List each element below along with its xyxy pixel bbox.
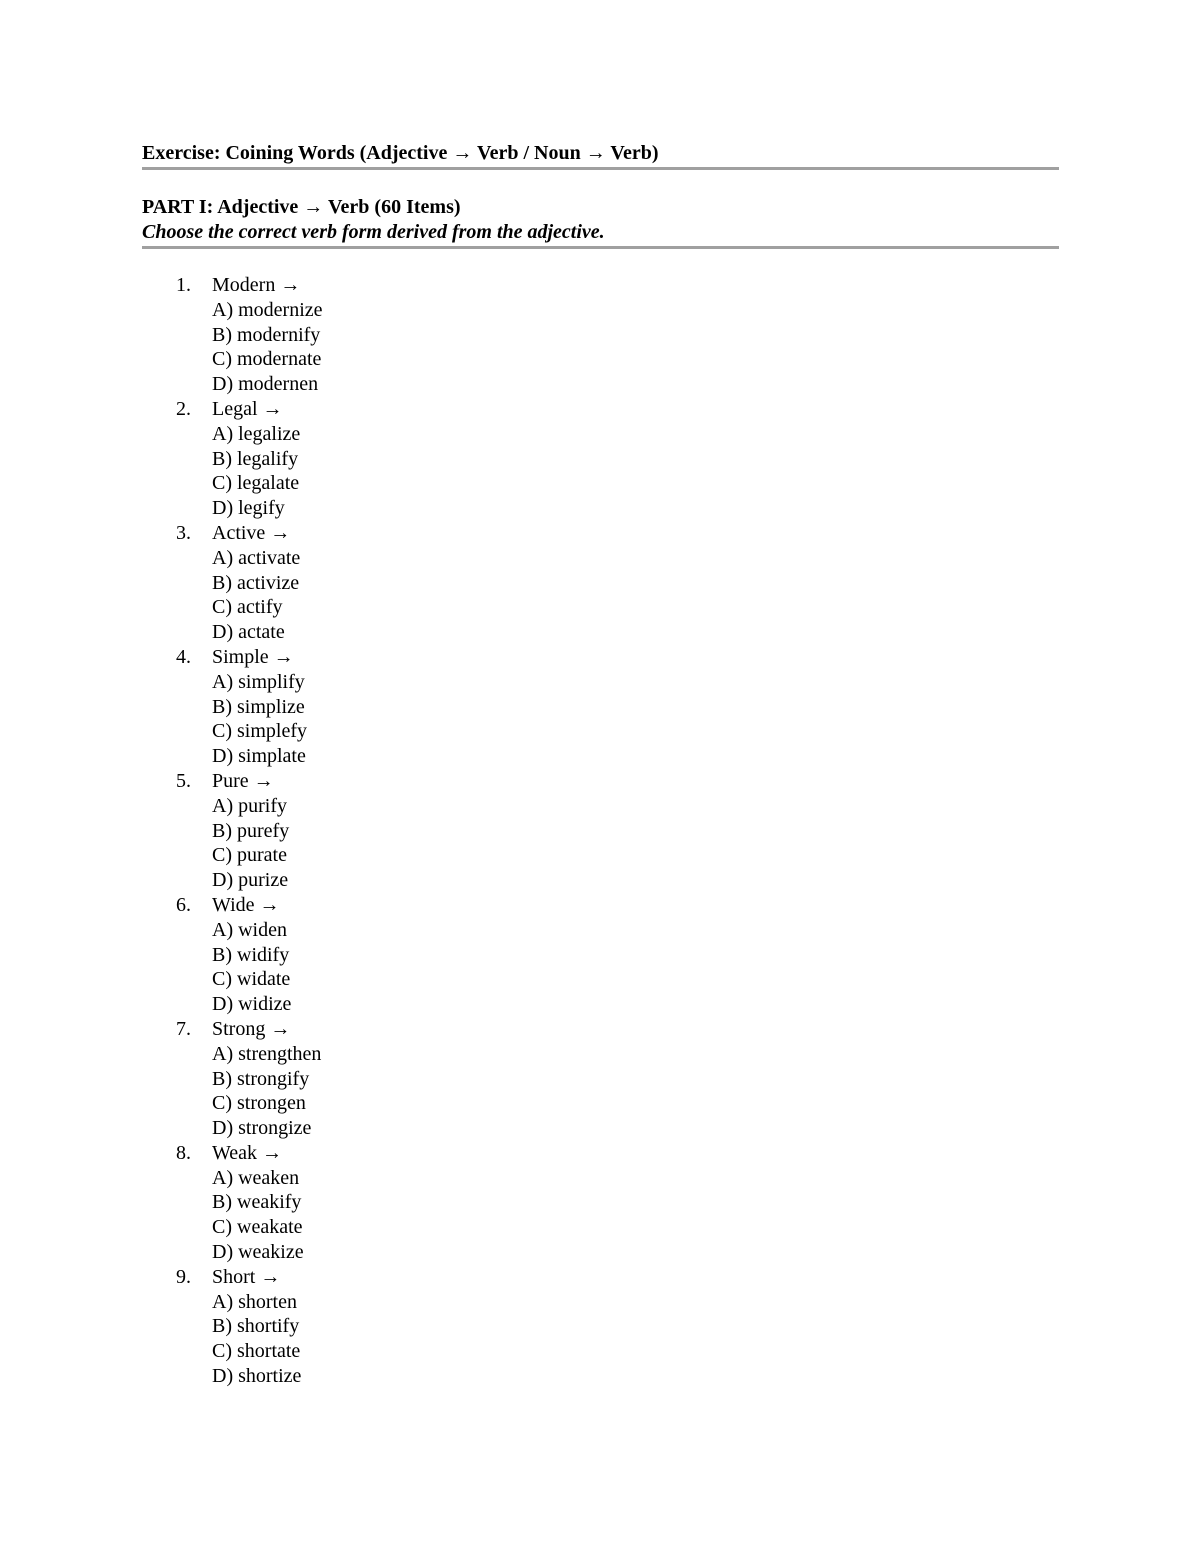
answer-option: D) modernen <box>212 373 319 396</box>
question-prompt: Weak → <box>212 1141 283 1164</box>
answer-option: C) simplefy <box>212 720 307 743</box>
question-item <box>142 1017 1059 1141</box>
answer-option: A) modernize <box>212 298 323 321</box>
answer-option: C) weakate <box>212 1216 303 1239</box>
question-prompt: Wide → <box>212 893 280 916</box>
question-item <box>142 1141 1059 1265</box>
answer-option: D) simplate <box>212 745 306 768</box>
answer-option: B) strongify <box>212 1067 310 1090</box>
question-prompt: Simple → <box>212 645 294 668</box>
question-number: 9. <box>176 1265 191 1288</box>
answer-option: B) modernify <box>212 323 321 346</box>
answer-option: D) weakize <box>212 1241 304 1264</box>
answer-option: C) shortate <box>212 1340 301 1363</box>
answer-option: B) shortify <box>212 1315 300 1338</box>
question-item <box>142 521 1059 645</box>
answer-option: A) purify <box>212 794 287 817</box>
question-item <box>142 645 1059 769</box>
part-heading: PART I: Adjective → Verb (60 Items) <box>142 196 461 218</box>
answer-option: A) widen <box>212 918 287 941</box>
answer-option: C) strongen <box>212 1092 306 1115</box>
answer-option: B) weakify <box>212 1191 302 1214</box>
answer-option: C) legalate <box>212 472 300 495</box>
answer-option: B) purefy <box>212 819 290 842</box>
answer-option: A) strengthen <box>212 1042 322 1065</box>
answer-option: A) activate <box>212 546 301 569</box>
question-prompt: Legal → <box>212 397 283 420</box>
question-prompt: Pure → <box>212 769 274 792</box>
answer-option: D) purize <box>212 869 289 892</box>
answer-option: B) widify <box>212 943 290 966</box>
question-prompt: Modern → <box>212 274 301 296</box>
answer-option: C) actify <box>212 596 283 619</box>
answer-option: C) purate <box>212 844 287 867</box>
question-number: 3. <box>176 521 191 544</box>
question-item <box>142 893 1059 1017</box>
question-item <box>142 1265 1059 1389</box>
answer-option: A) shorten <box>212 1290 297 1313</box>
answer-option: A) simplify <box>212 670 305 693</box>
question-number: 1. <box>176 274 191 296</box>
question-number: 7. <box>176 1017 191 1040</box>
question-number: 6. <box>176 893 191 916</box>
question-number: 2. <box>176 397 191 420</box>
answer-option: B) simplize <box>212 695 305 718</box>
question-prompt: Strong → <box>212 1017 291 1040</box>
question-number: 4. <box>176 645 191 668</box>
answer-option: D) widize <box>212 993 292 1016</box>
answer-option: C) modernate <box>212 348 322 371</box>
question-item <box>142 769 1059 893</box>
answer-option: D) legify <box>212 497 285 520</box>
answer-option: A) legalize <box>212 422 301 445</box>
answer-option: A) weaken <box>212 1166 300 1189</box>
document-page <box>142 140 1059 1389</box>
question-prompt: Short → <box>212 1265 281 1288</box>
answer-option: C) widate <box>212 968 291 991</box>
question-item <box>142 273 1059 397</box>
answer-option: D) actate <box>212 621 285 644</box>
answer-option: B) legalify <box>212 447 299 470</box>
part-instruction: Choose the correct verb form derived from the adjective. <box>142 221 605 243</box>
question-number: 8. <box>176 1141 191 1164</box>
part-divider <box>142 246 1059 249</box>
answer-option: D) shortize <box>212 1365 302 1388</box>
answer-option: D) strongize <box>212 1117 312 1140</box>
document-title: Exercise: Coining Words (Adjective → Verb / Noun → Verb) <box>142 142 659 164</box>
title-divider <box>142 167 1059 170</box>
question-item <box>142 397 1059 521</box>
question-prompt: Active → <box>212 521 291 544</box>
question-number: 5. <box>176 769 191 792</box>
question-list <box>142 273 1059 1389</box>
answer-option: B) activize <box>212 571 300 594</box>
